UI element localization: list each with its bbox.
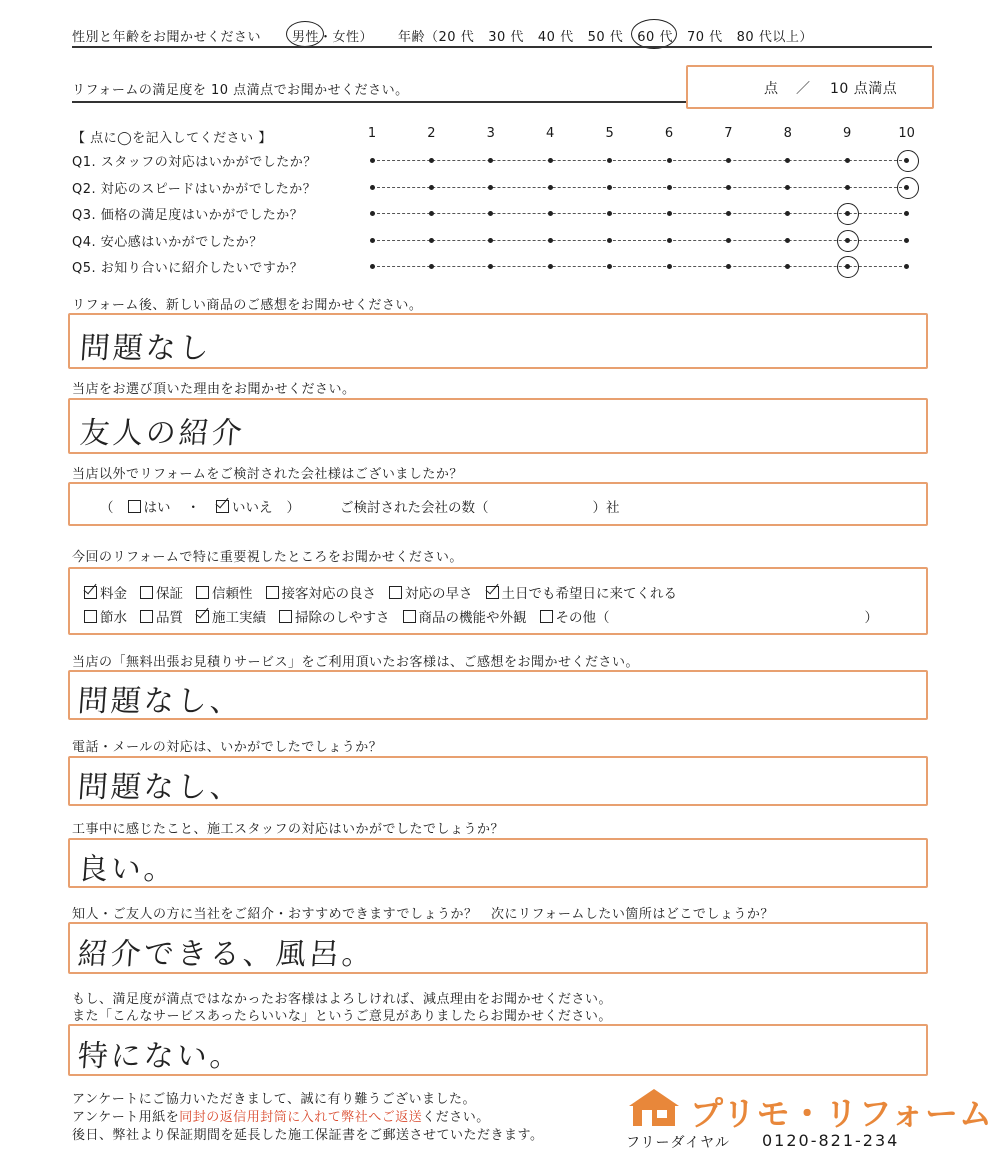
rating-line	[372, 266, 907, 267]
rating-point[interactable]	[607, 185, 612, 190]
age-60[interactable]: 60 代	[637, 26, 673, 45]
gender-options	[292, 26, 373, 45]
gender-male[interactable]: 男性	[292, 26, 319, 45]
rating-point[interactable]	[370, 264, 375, 269]
selected-rating-circle	[837, 203, 859, 225]
selection-circle	[286, 21, 324, 47]
scale-number: 2	[427, 126, 436, 141]
rating-point[interactable]	[488, 238, 493, 243]
logo-text: プリモ・リフォーム	[690, 1094, 994, 1133]
checkbox[interactable]	[196, 610, 209, 623]
paren-close: ）	[286, 500, 300, 516]
priority-option-label: 節水	[100, 610, 127, 626]
construction-answer-box[interactable]	[68, 838, 928, 888]
other-close-paren: ）	[864, 610, 878, 626]
checkbox[interactable]	[140, 610, 153, 623]
footer-return-c: ください。	[422, 1110, 490, 1125]
rating-point[interactable]	[667, 238, 672, 243]
rating-point[interactable]	[904, 211, 909, 216]
rating-point[interactable]	[785, 185, 790, 190]
rating-point[interactable]	[904, 264, 909, 269]
deduct-label-1: もし、満足度が満点ではなかったお客様はよろしければ、減点理由をお聞かせください。	[72, 992, 613, 1007]
score-max: 10 点満点	[830, 81, 898, 97]
rating-point[interactable]	[370, 211, 375, 216]
yes-checkbox[interactable]	[128, 500, 141, 513]
impression-label: リフォーム後、新しい商品のご感想をお聞かせください。	[72, 298, 423, 313]
rating-point[interactable]	[667, 158, 672, 163]
priority-row-2	[84, 606, 894, 626]
deduct-answer-box[interactable]	[68, 1024, 928, 1076]
refer-answer: 紹介できる、風呂。	[76, 937, 376, 972]
rating-point[interactable]	[370, 238, 375, 243]
selected-rating-circle	[837, 230, 859, 252]
other-company-box	[68, 482, 928, 526]
age-30[interactable]: 30 代	[488, 30, 524, 45]
other-company-label: 当店以外でリフォームをご検討された会社様はございましたか？	[72, 467, 463, 482]
priority-option[interactable]	[279, 606, 390, 626]
rating-point[interactable]	[667, 185, 672, 190]
question-label: Q3. 価格の満足度はいかがでしたか？	[72, 208, 304, 223]
age-50[interactable]: 50 代	[587, 30, 624, 45]
count-label: ご検討された会社の数（	[340, 500, 489, 516]
priority-option-label: 商品の機能や外観	[418, 610, 527, 626]
phone-label: 電話・メールの対応は、いかがでしたでしょうか？	[72, 740, 383, 755]
selection-circle	[631, 19, 677, 49]
rating-point[interactable]	[548, 238, 553, 243]
rating-point[interactable]	[548, 264, 553, 269]
rating-point[interactable]	[785, 238, 790, 243]
priority-option[interactable]	[84, 606, 127, 626]
phone-answer-box[interactable]	[68, 756, 928, 806]
footer-thanks: アンケートにご協力いただきまして、誠に有り難うございました。	[72, 1092, 476, 1107]
refer-answer-box[interactable]	[68, 922, 928, 974]
score-box[interactable]	[686, 65, 934, 109]
age-20[interactable]: 20 代	[438, 30, 475, 45]
paren-open: （	[100, 500, 114, 516]
rating-point[interactable]	[607, 211, 612, 216]
priority-option[interactable]	[140, 606, 183, 626]
checkbox[interactable]	[279, 610, 292, 623]
construction-answer: 良い。	[76, 852, 178, 887]
priority-row-1	[84, 582, 690, 602]
scale-number: 5	[605, 126, 614, 141]
gender-age-label: 性別と年齢をお聞かせください	[72, 30, 262, 45]
scale-number: 1	[367, 126, 377, 141]
rating-point[interactable]	[726, 211, 731, 216]
estimate-answer-box[interactable]	[68, 670, 928, 720]
rating-point[interactable]	[370, 185, 375, 190]
age-options	[398, 26, 813, 45]
rating-point[interactable]	[548, 185, 553, 190]
construction-label: 工事中に感じたこと、施工スタッフの対応はいかがでしたでしょうか？	[72, 822, 505, 837]
checkbox[interactable]	[389, 586, 402, 599]
checkbox[interactable]	[140, 586, 153, 599]
reason-answer-box[interactable]	[68, 398, 928, 454]
estimate-answer: 問題なし、	[76, 684, 244, 719]
priority-option[interactable]	[389, 582, 473, 602]
impression-answer-box[interactable]	[68, 313, 928, 369]
rating-point[interactable]	[429, 238, 434, 243]
question-label: Q4. 安心感はいかがでしたか？	[72, 234, 263, 250]
priority-option[interactable]	[266, 582, 377, 602]
phone-answer: 問題なし、	[76, 770, 244, 805]
rating-point[interactable]	[607, 238, 612, 243]
gender-female[interactable]: 女性	[332, 30, 360, 45]
priority-label: 今回のリフォームで特に重要視したところをお聞かせください。	[72, 550, 463, 565]
yes-label: はい	[143, 500, 171, 516]
rating-point[interactable]	[429, 211, 434, 216]
estimate-label: 当店の「無料出張お見積りサービス」をご利用頂いたお客様は、ご感想をお聞かせください。	[72, 655, 640, 670]
priority-option-label: 信頼性	[212, 586, 253, 602]
impression-answer: 問題なし	[78, 331, 213, 366]
rating-point[interactable]	[785, 264, 790, 269]
scale-number: 3	[486, 126, 495, 141]
rating-point[interactable]	[607, 158, 612, 163]
divider	[72, 101, 687, 103]
priority-option-label: 保証	[156, 586, 183, 602]
rating-point[interactable]	[429, 158, 434, 163]
question-label: Q1. スタッフの対応はいかがでしたか？	[72, 155, 317, 170]
priority-option-label: 対応の早さ	[405, 586, 473, 602]
priority-option[interactable]	[196, 582, 253, 602]
scale-number: 8	[783, 126, 792, 141]
rating-line	[372, 187, 907, 188]
priority-option[interactable]	[84, 582, 127, 602]
priority-option-label: 品質	[156, 610, 183, 626]
priority-box	[68, 567, 928, 635]
priority-option[interactable]	[403, 606, 527, 626]
footer-return-highlight: 同封の返信用封筒に入れて弊社へご返送	[179, 1110, 423, 1125]
priority-option-label: 施工実績	[212, 610, 266, 626]
selected-rating-circle	[837, 256, 859, 278]
selected-rating-circle	[897, 177, 919, 199]
house-logo-icon	[625, 1086, 683, 1128]
priority-option-label: 接客対応の良さ	[281, 586, 376, 602]
free-dial-label: フリーダイヤル	[626, 1135, 731, 1151]
priority-option-label: 掃除のしやすさ	[295, 610, 390, 626]
rating-point[interactable]	[488, 264, 493, 269]
rating-point[interactable]	[726, 158, 731, 163]
rating-point[interactable]	[548, 211, 553, 216]
rating-line	[372, 240, 907, 241]
priority-option-label: 料金	[100, 586, 127, 602]
age-70[interactable]: 70 代	[686, 30, 723, 45]
gender-close: ）	[359, 30, 374, 45]
rating-point[interactable]	[548, 158, 553, 163]
question-label: Q2. 対応のスピードはいかがでしたか？	[72, 181, 317, 197]
age-40[interactable]: 40 代	[537, 30, 574, 45]
no-checkbox[interactable]	[216, 500, 229, 513]
rating-point[interactable]	[488, 185, 493, 190]
checkbox[interactable]	[84, 586, 97, 599]
dot-separator: ・	[186, 500, 200, 516]
rating-point[interactable]	[429, 185, 434, 190]
rating-point[interactable]	[845, 185, 850, 190]
rating-point[interactable]	[785, 158, 790, 163]
scale-number: 10	[898, 126, 915, 141]
rating-point[interactable]	[726, 185, 731, 190]
priority-option[interactable]	[196, 606, 266, 626]
rating-point[interactable]	[726, 264, 731, 269]
reason-label: 当店をお選び頂いた理由をお聞かせください。	[72, 382, 356, 397]
rating-point[interactable]	[488, 211, 493, 216]
priority-option[interactable]	[486, 582, 678, 602]
rating-point[interactable]	[370, 158, 375, 163]
divider	[72, 46, 932, 48]
checkbox[interactable]	[266, 586, 279, 599]
question-label: Q5. お知り合いに紹介したいですか？	[72, 261, 304, 276]
rating-point[interactable]	[845, 158, 850, 163]
priority-option[interactable]	[540, 606, 610, 626]
scale-number: 7	[724, 126, 733, 141]
priority-option-label: 土日でも希望日に来てくれる	[501, 586, 677, 602]
scale-number: 4	[546, 126, 555, 141]
scale-number: 9	[843, 126, 852, 141]
rating-line	[372, 160, 907, 161]
footer-return-a: アンケート用紙を	[72, 1110, 180, 1125]
checkbox[interactable]	[84, 610, 97, 623]
deduct-label-2: また「こんなサービスあったらいいな」というご意見がありましたらお聞かせください。	[72, 1009, 612, 1024]
priority-option[interactable]	[140, 582, 183, 602]
free-dial-number: 0120-821-234	[762, 1131, 900, 1150]
rating-line	[372, 213, 907, 214]
rating-point[interactable]	[726, 238, 731, 243]
no-label: いいえ	[232, 500, 273, 516]
score-unit: 点	[764, 81, 779, 97]
checkbox[interactable]	[486, 586, 499, 599]
footer-return	[72, 1106, 490, 1125]
score-slash: ／	[796, 81, 811, 97]
rating-point[interactable]	[607, 264, 612, 269]
satisfaction-label: リフォームの満足度を 10 点満点でお聞かせください。	[72, 83, 409, 98]
selected-rating-circle	[897, 150, 919, 172]
checkbox[interactable]	[403, 610, 416, 623]
age-label: 年齢（	[398, 30, 439, 45]
rating-point[interactable]	[667, 264, 672, 269]
count-suffix: ）社	[592, 500, 620, 516]
checkbox[interactable]	[196, 586, 209, 599]
checkbox[interactable]	[540, 610, 553, 623]
rating-point[interactable]	[785, 211, 790, 216]
gender-separator: ・	[319, 30, 333, 45]
priority-option-label: その他（	[555, 610, 610, 626]
age-80[interactable]: 80 代以上）	[736, 30, 813, 45]
reason-answer: 友人の紹介	[78, 416, 246, 451]
deduct-answer: 特にない。	[76, 1039, 244, 1074]
footer-warranty: 後日、弊社より保証期間を延長した施工保証書をご郵送させていただきます。	[72, 1128, 544, 1143]
refer-label: 知人・ご友人の方に当社をご紹介・おすすめできますでしょうか？ 次にリフォームしたい箇所はどこでしょうか？	[72, 907, 774, 922]
scale-number: 6	[664, 126, 674, 141]
rating-point[interactable]	[488, 158, 493, 163]
rating-point[interactable]	[904, 238, 909, 243]
rating-header: 【 点に◯を記入してください 】	[72, 131, 272, 146]
rating-point[interactable]	[429, 264, 434, 269]
rating-point[interactable]	[667, 211, 672, 216]
